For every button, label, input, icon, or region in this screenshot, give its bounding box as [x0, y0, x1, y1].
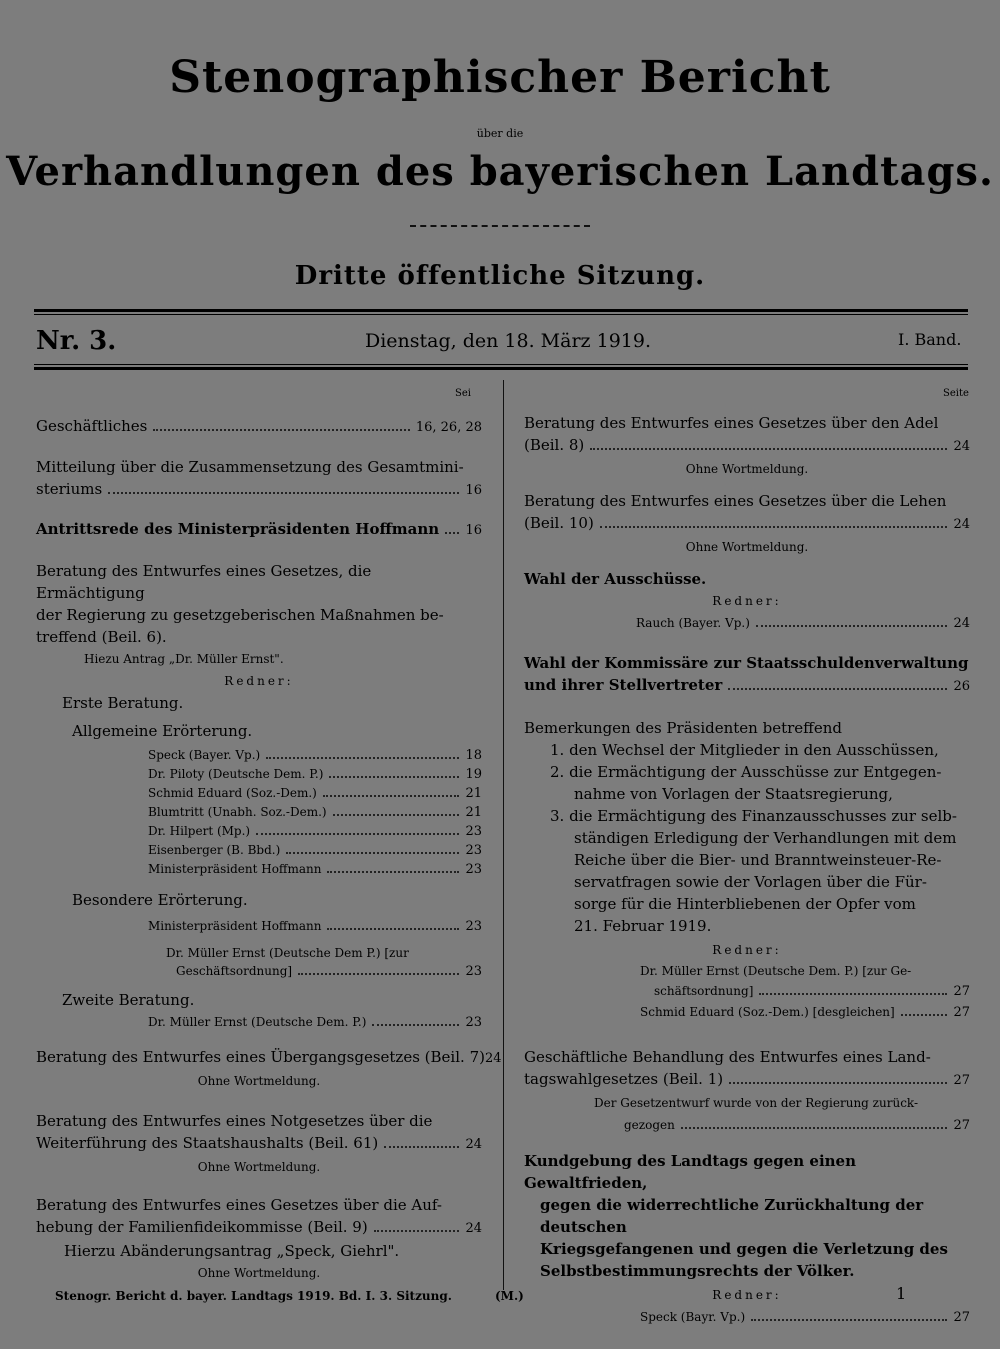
- reading-heading: Zweite Beratung.: [62, 991, 195, 1009]
- discussion-heading: Allgemeine Erörterung.: [72, 722, 253, 740]
- speaker-row: [148, 841, 482, 860]
- dot-leader: [901, 1014, 948, 1016]
- reading-heading: Erste Beratung.: [62, 694, 184, 712]
- dot-leader: [329, 776, 459, 778]
- entry-page: 16: [465, 523, 482, 538]
- speaker-name: Dr. Müller Ernst (Deutsche Dem. P.): [148, 1015, 367, 1029]
- header-rule-top: [34, 309, 968, 312]
- entry-title-line: (Beil. 8): [524, 436, 585, 454]
- speaker-row: [148, 746, 482, 765]
- dot-leader: [327, 928, 459, 930]
- page-column-label-left: Sei: [455, 388, 471, 399]
- dot-leader: [445, 532, 459, 534]
- issue-date: Dienstag, den 18. März 1919.: [365, 330, 651, 352]
- page-column-label-right: Seite: [943, 388, 969, 399]
- entry-title-line: (Beil. 10): [524, 514, 594, 532]
- speakers-label: Redner:: [712, 594, 782, 608]
- entry-title-line: Mitteilung über die Zusammensetzung des Gesamtmini-: [36, 458, 464, 476]
- entry-title: Geschäftliches: [36, 417, 148, 435]
- speaker-name: Schmid Eduard (Soz.-Dem.): [148, 786, 317, 800]
- entry-note: Ohne Wortmeldung.: [197, 1074, 321, 1088]
- toc-entry: [36, 1110, 482, 1178]
- speaker-page: 21: [465, 805, 482, 820]
- speaker-row: [148, 822, 482, 841]
- dot-leader: [374, 1230, 460, 1232]
- speaker-page: 27: [953, 1310, 970, 1325]
- entry-page: 24: [953, 517, 970, 532]
- speaker-name: Rauch (Bayer. Vp.): [636, 616, 750, 630]
- speaker-row: [148, 765, 482, 784]
- issue-number: Nr. 3.: [36, 326, 117, 356]
- remark-item: 2. die Ermächtigung der Ausschüsse zur Entgegen-: [550, 763, 942, 781]
- entry-title: Beratung des Entwurfes eines Übergangsgesetzes (Beil. 7): [36, 1048, 485, 1066]
- entry-title-line: Beratung des Entwurfes eines Notgesetzes über die: [36, 1112, 433, 1130]
- page-number: 1: [896, 1284, 907, 1303]
- entry-page: 16, 26, 28: [415, 420, 482, 435]
- entry-note: Hierzu Abänderungsantrag „Speck, Giehrl".: [64, 1242, 400, 1260]
- toc-entry: [36, 456, 482, 502]
- toc-entry: [524, 568, 970, 635]
- toc-entry: [36, 415, 482, 439]
- speaker-page: 23: [465, 919, 482, 934]
- remark-item: servatfragen sowie der Vorlagen über die Für-: [574, 873, 927, 891]
- entry-page: 27: [953, 1118, 970, 1133]
- dot-leader: [384, 1146, 459, 1148]
- dot-leader: [298, 973, 459, 975]
- dot-leader: [266, 757, 459, 759]
- dot-leader: [153, 429, 409, 431]
- entry-title-line: Geschäftliche Behandlung des Entwurfes eines Land-: [524, 1048, 931, 1066]
- entry-page: 24: [465, 1221, 482, 1236]
- dot-leader: [681, 1127, 948, 1129]
- dot-leader: [323, 795, 460, 797]
- speaker-name: Dr. Müller Ernst (Deutsche Dem P.) [zur: [166, 946, 409, 960]
- entry-title-line: tagswahlgesetzes (Beil. 1): [524, 1070, 724, 1088]
- footer-mark: (M.): [495, 1289, 524, 1303]
- entry-title-line: steriums: [36, 480, 103, 498]
- entry-title-line: Kriegsgefangenen und gegen die Verletzung des: [540, 1240, 948, 1258]
- entry-title: Antrittsrede des Ministerpräsidenten Hoffmann: [36, 520, 440, 538]
- entry-title: Bemerkungen des Präsidenten betreffend: [524, 719, 842, 737]
- entry-page: 26: [953, 679, 970, 694]
- speaker-name: Blumtritt (Unabh. Soz.-Dem.): [148, 805, 327, 819]
- toc-entry: [524, 717, 970, 1023]
- dot-leader: [372, 1024, 459, 1026]
- speaker-name: Dr. Müller Ernst (Deutsche Dem. P.) [zur Ge-: [640, 964, 912, 978]
- speaker-page: 24: [953, 616, 970, 631]
- speaker-name: Dr. Hilpert (Mp.): [148, 824, 251, 838]
- entry-page: 24: [465, 1137, 482, 1152]
- column-divider: [503, 380, 504, 1290]
- toc-entry: [524, 1046, 970, 1137]
- entry-note: gezogen: [624, 1118, 675, 1132]
- decorative-divider: [410, 225, 590, 229]
- entry-note: Hiezu Antrag „Dr. Müller Ernst".: [84, 652, 284, 666]
- entry-page: 27: [953, 1073, 970, 1088]
- entry-note: Ohne Wortmeldung.: [685, 540, 809, 554]
- remark-item: ständigen Erledigung der Verhandlungen mit dem: [574, 829, 957, 847]
- remark-item: 1. den Wechsel der Mitglieder in den Ausschüssen,: [550, 741, 939, 759]
- remark-item: sorge für die Hinterbliebenen der Opfer vom: [574, 895, 916, 913]
- speaker-name: Speck (Bayer. Vp.): [148, 748, 261, 762]
- speaker-page: 23: [465, 862, 482, 877]
- dot-leader: [759, 993, 947, 995]
- entry-title-line: Beratung des Entwurfes eines Gesetzes über die Auf-: [36, 1196, 442, 1214]
- speaker-page: 19: [465, 767, 482, 782]
- remarks-list: [524, 739, 970, 937]
- dot-leader: [256, 833, 459, 835]
- entry-note: Ohne Wortmeldung.: [197, 1266, 321, 1280]
- speaker-name: Dr. Piloty (Deutsche Dem. P.): [148, 767, 324, 781]
- entry-page: 24: [484, 1051, 502, 1066]
- speaker-row: [148, 784, 482, 803]
- dot-leader: [327, 871, 459, 873]
- entry-title-line: gegen die widerrechtliche Zurückhaltung der deutschen: [540, 1196, 924, 1236]
- speaker-name: Eisenberger (B. Bbd.): [148, 843, 281, 857]
- report-title-parliament: Verhandlungen des bayerischen Landtags.: [6, 148, 994, 195]
- speaker-name: Schmid Eduard (Soz.-Dem.) [desgleichen]: [640, 1005, 895, 1019]
- speaker-page: 27: [953, 1005, 970, 1020]
- remark-item: 3. die Ermächtigung des Finanzausschusses zur selb-: [550, 807, 957, 825]
- speaker-name: Ministerpräsident Hoffmann: [148, 919, 322, 933]
- toc-entry: [524, 490, 970, 558]
- toc-entry: [524, 652, 970, 698]
- entry-note: Ohne Wortmeldung.: [685, 462, 809, 476]
- entry-title-line: Weiterführung des Staatshaushalts (Beil. 61): [36, 1134, 379, 1152]
- entry-page: 24: [953, 439, 970, 454]
- dot-leader: [108, 492, 459, 494]
- toc-entry: [524, 412, 970, 480]
- dot-leader: [333, 814, 460, 816]
- speaker-row: [148, 803, 482, 822]
- remark-item: Reiche über die Bier- und Branntweinsteuer-Re-: [574, 851, 942, 869]
- speakers-label: Redner:: [712, 943, 782, 957]
- toc-entry: [36, 518, 482, 542]
- dot-leader: [728, 688, 947, 690]
- speaker-page: 18: [465, 748, 482, 763]
- speaker-page: 23: [465, 824, 482, 839]
- header-rule-top-thin: [34, 314, 968, 315]
- session-title: Dritte öffentliche Sitzung.: [294, 261, 706, 291]
- speaker-list: [36, 746, 482, 879]
- header-rule-bottom-thin: [34, 364, 968, 365]
- entry-title-line: treffend (Beil. 6).: [36, 628, 167, 646]
- speaker-row: [148, 860, 482, 879]
- speaker-page: 27: [953, 984, 970, 999]
- speaker-name: Ministerpräsident Hoffmann: [148, 862, 322, 876]
- speaker-page: 23: [465, 1015, 482, 1030]
- toc-entry: [36, 1046, 502, 1092]
- entry-note: Der Gesetzentwurf wurde von der Regierung zurück-: [594, 1096, 919, 1110]
- remark-item: nahme von Vorlagen der Staatsregierung,: [574, 785, 893, 803]
- speaker-page: 23: [465, 843, 482, 858]
- entry-title-line: Beratung des Entwurfes eines Gesetzes, die Ermächtigung: [36, 562, 372, 602]
- toc-entry: [36, 1194, 482, 1284]
- speaker-name: Geschäftsordnung]: [176, 964, 293, 978]
- entry-page: 16: [465, 483, 482, 498]
- entry-title-line: Beratung des Entwurfes eines Gesetzes über die Lehen: [524, 492, 947, 510]
- entry-note: Ohne Wortmeldung.: [197, 1160, 321, 1174]
- entry-title-line: der Regierung zu gesetzgeberischen Maßnahmen be-: [36, 606, 444, 624]
- dot-leader: [600, 526, 948, 528]
- entry-title-line: und ihrer Stellvertreter: [524, 676, 723, 694]
- report-subtitle-small: über die: [476, 127, 524, 140]
- entry-title: Wahl der Ausschüsse.: [524, 570, 707, 588]
- dot-leader: [590, 448, 947, 450]
- dot-leader: [729, 1082, 947, 1084]
- report-title: Stenographischer Bericht: [169, 52, 831, 103]
- entry-title-line: Beratung des Entwurfes eines Gesetzes über den Adel: [524, 414, 939, 432]
- speaker-name: Speck (Bayr. Vp.): [640, 1310, 746, 1324]
- speaker-page: 21: [465, 786, 482, 801]
- dot-leader: [756, 625, 948, 627]
- entry-title-line: Wahl der Kommissäre zur Staatsschuldenverwaltung: [524, 654, 969, 672]
- speakers-label: Redner:: [712, 1288, 782, 1302]
- dot-leader: [286, 852, 459, 854]
- remark-item: 21. Februar 1919.: [574, 917, 712, 935]
- discussion-heading: Besondere Erörterung.: [72, 891, 248, 909]
- speaker-name: schäftsordnung]: [654, 984, 754, 998]
- header-rule-bottom: [34, 367, 968, 370]
- entry-title-line: hebung der Familienfideikommisse (Beil. 9): [36, 1218, 368, 1236]
- footer-citation: Stenogr. Bericht d. bayer. Landtags 1919. Bd. I. 3. Sitzung.: [55, 1289, 452, 1303]
- entry-title-line: Kundgebung des Landtags gegen einen Gewaltfrieden,: [524, 1152, 856, 1192]
- entry-title: [524, 1150, 970, 1282]
- entry-title-line: Selbstbestimmungsrechts der Völker.: [540, 1262, 855, 1280]
- dot-leader: [751, 1319, 947, 1321]
- toc-entry: [36, 560, 482, 1034]
- speaker-page: 23: [465, 964, 482, 979]
- volume-label: I. Band.: [898, 330, 962, 349]
- speakers-label: Redner:: [224, 674, 294, 688]
